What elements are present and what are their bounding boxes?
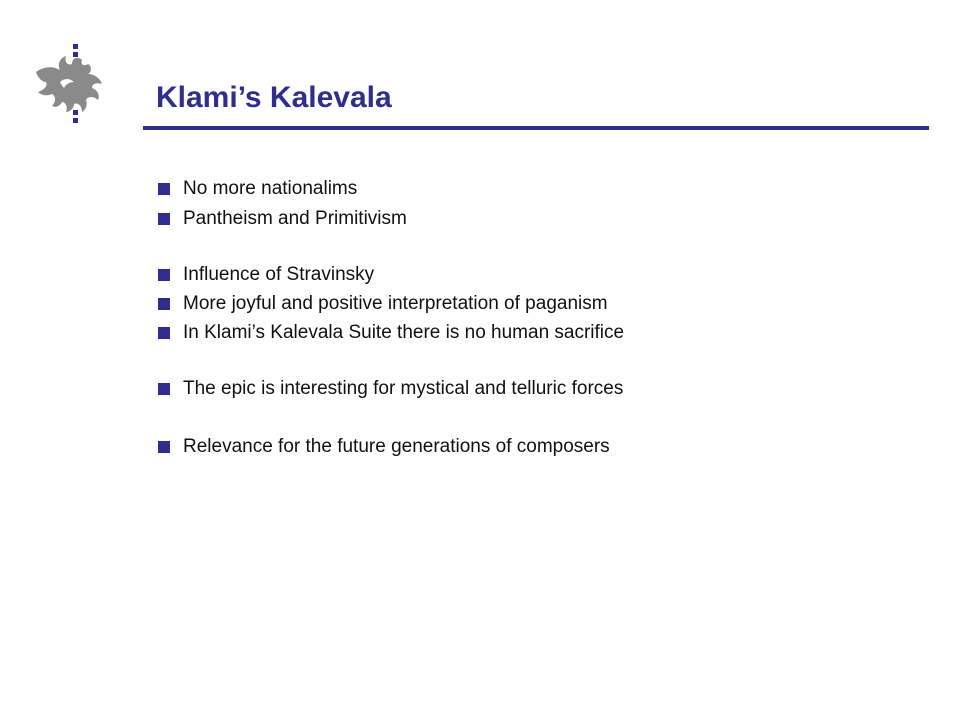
bullet-text: The epic is interesting for mystical and telluric forces xyxy=(183,378,624,399)
title-underline xyxy=(143,126,929,130)
bullet-item xyxy=(156,435,610,459)
bullet-text: No more nationalims xyxy=(183,178,358,199)
bullet-item xyxy=(156,377,623,401)
bullet-text: Relevance for the future generations of composers xyxy=(183,436,610,457)
logo-dot xyxy=(73,118,78,123)
bullet-item xyxy=(156,177,357,201)
university-logo-icon xyxy=(30,40,120,130)
bullet-item xyxy=(156,292,608,316)
bullet-square-icon xyxy=(158,383,170,395)
bullet-item xyxy=(156,263,374,287)
bullet-square-icon xyxy=(158,298,170,310)
bullet-square-icon xyxy=(158,213,170,225)
logo-dot xyxy=(73,44,78,49)
logo-dot xyxy=(73,52,78,57)
bullet-square-icon xyxy=(158,269,170,281)
bullet-square-icon xyxy=(158,327,170,339)
bullet-square-icon xyxy=(158,183,170,195)
bullet-item xyxy=(156,207,407,231)
bullet-text: Influence of Stravinsky xyxy=(183,264,375,285)
flame-logo-icon xyxy=(30,40,120,130)
logo-dot xyxy=(73,110,78,115)
bullet-item xyxy=(156,321,624,345)
bullet-text: Pantheism and Primitivism xyxy=(183,208,407,229)
slide-title: Klami’s Kalevala xyxy=(156,81,392,114)
bullet-square-icon xyxy=(158,441,170,453)
logo-flame-shape xyxy=(36,56,102,112)
bullet-text: More joyful and positive interpretation of paganism xyxy=(183,293,608,314)
bullet-text: In Klami’s Kalevala Suite there is no human sacrifice xyxy=(183,322,625,343)
